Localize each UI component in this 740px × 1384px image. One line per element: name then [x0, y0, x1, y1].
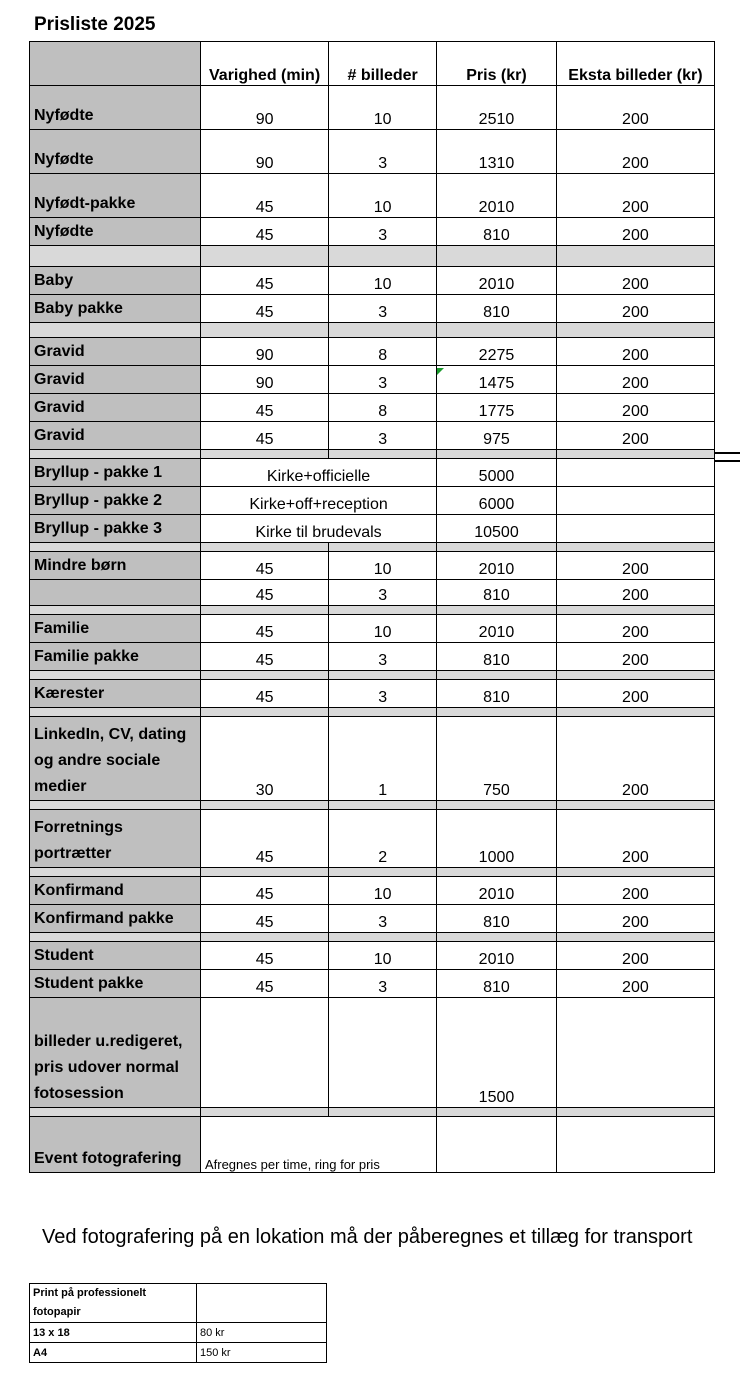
divider [715, 452, 740, 454]
separator-row [30, 708, 715, 717]
print-header-empty [197, 1284, 327, 1323]
row-duration: 90 [200, 86, 328, 130]
row-description: Kirke+off+reception [200, 487, 436, 515]
row-extra-empty [556, 998, 714, 1108]
row-price: 810 [437, 580, 557, 606]
row-extra: 200 [556, 86, 714, 130]
table-row [30, 1323, 327, 1343]
divider [715, 460, 740, 462]
header-count: # billeder [329, 42, 437, 86]
table-row [30, 295, 715, 323]
row-price: 750 [437, 717, 557, 801]
row-label: Familie [30, 615, 201, 643]
header-empty [30, 42, 201, 86]
price-table [29, 41, 715, 1173]
row-extra: 200 [556, 717, 714, 801]
separator-row [30, 606, 715, 615]
row-price: 10500 [437, 515, 557, 543]
header-extra: Eksta billeder (kr) [556, 42, 714, 86]
row-extra: 200 [556, 905, 714, 933]
row-extra: 200 [556, 552, 714, 580]
print-price: 80 kr [197, 1323, 327, 1343]
row-label: Bryllup - pakke 2 [30, 487, 201, 515]
row-extra: 200 [556, 218, 714, 246]
row-duration: 45 [200, 394, 328, 422]
table-row [30, 1343, 327, 1363]
row-duration: 45 [200, 942, 328, 970]
row-duration: 45 [200, 970, 328, 998]
row-duration: 30 [200, 717, 328, 801]
row-extra: 200 [556, 422, 714, 450]
row-count: 3 [329, 295, 437, 323]
row-price: 2010 [437, 267, 557, 295]
row-count: 3 [329, 130, 437, 174]
row-count: 3 [329, 905, 437, 933]
row-duration: 90 [200, 366, 328, 394]
row-count: 8 [329, 338, 437, 366]
row-duration: 45 [200, 680, 328, 708]
row-price: 2010 [437, 174, 557, 218]
row-label: Gravid [30, 422, 201, 450]
row-count: 8 [329, 394, 437, 422]
row-extra: 200 [556, 580, 714, 606]
row-price: 2510 [437, 86, 557, 130]
table-row [30, 970, 715, 998]
table-row [30, 86, 715, 130]
table-row [30, 810, 715, 868]
row-price: 2010 [437, 877, 557, 905]
row-label: Baby [30, 267, 201, 295]
row-label: Bryllup - pakke 1 [30, 459, 201, 487]
row-extra-empty [556, 515, 714, 543]
row-extra: 200 [556, 394, 714, 422]
row-price: 1775 [437, 394, 557, 422]
row-count: 3 [329, 580, 437, 606]
row-label: Gravid [30, 338, 201, 366]
header-duration: Varighed (min) [200, 42, 328, 86]
table-row [30, 130, 715, 174]
separator-row [30, 868, 715, 877]
table-row [30, 717, 715, 801]
row-label: Nyfødt-pakke [30, 174, 201, 218]
row-extra: 200 [556, 338, 714, 366]
print-price-table [29, 1283, 327, 1363]
row-label: Bryllup - pakke 3 [30, 515, 201, 543]
row-price: 1500 [437, 998, 557, 1108]
row-description: Kirke til brudevals [200, 515, 436, 543]
print-header: Print på professionelt fotopapir [30, 1284, 197, 1323]
row-extra: 200 [556, 295, 714, 323]
row-duration: 45 [200, 810, 328, 868]
table-row [30, 218, 715, 246]
row-price: 1310 [437, 130, 557, 174]
row-count: 3 [329, 680, 437, 708]
table-row [30, 643, 715, 671]
table-row [30, 515, 715, 543]
table-row [30, 877, 715, 905]
table-row [30, 680, 715, 708]
row-price: 810 [437, 218, 557, 246]
row-count: 10 [329, 86, 437, 130]
table-row [30, 552, 715, 580]
table-row [30, 905, 715, 933]
row-count: 3 [329, 218, 437, 246]
row-label: Gravid [30, 394, 201, 422]
row-count-empty [329, 998, 437, 1108]
row-duration: 45 [200, 643, 328, 671]
row-label: Student [30, 942, 201, 970]
row-count: 10 [329, 267, 437, 295]
row-duration: 45 [200, 877, 328, 905]
print-size: A4 [30, 1343, 197, 1363]
row-extra-empty [556, 459, 714, 487]
row-duration: 90 [200, 130, 328, 174]
row-extra: 200 [556, 267, 714, 295]
row-price: 975 [437, 422, 557, 450]
row-duration: 45 [200, 218, 328, 246]
row-price: 810 [437, 643, 557, 671]
row-label: Mindre børn [30, 552, 201, 580]
table-row [30, 422, 715, 450]
row-count: 3 [329, 643, 437, 671]
row-label: Student pakke [30, 970, 201, 998]
row-price: 2010 [437, 942, 557, 970]
row-extra: 200 [556, 130, 714, 174]
row-label: Baby pakke [30, 295, 201, 323]
table-row [30, 338, 715, 366]
separator-row [30, 933, 715, 942]
separator-row [30, 246, 715, 267]
row-extra: 200 [556, 680, 714, 708]
separator-row [30, 801, 715, 810]
row-extra: 200 [556, 643, 714, 671]
row-label: Nyfødte [30, 218, 201, 246]
row-label: Familie pakke [30, 643, 201, 671]
row-extra: 200 [556, 615, 714, 643]
row-price: 2010 [437, 615, 557, 643]
table-row [30, 394, 715, 422]
row-count: 2 [329, 810, 437, 868]
row-label: Forretnings portrætter [30, 810, 201, 868]
separator-row [30, 671, 715, 680]
row-label: Nyfødte [30, 86, 201, 130]
row-price: 2275 [437, 338, 557, 366]
row-label [30, 580, 201, 606]
row-extra: 200 [556, 366, 714, 394]
print-size: 13 x 18 [30, 1323, 197, 1343]
header-price: Pris (kr) [437, 42, 557, 86]
row-extra-empty [556, 1117, 714, 1173]
row-label: billeder u.redigeret, pris udover normal fotosession [30, 998, 201, 1108]
table-row [30, 267, 715, 295]
row-count: 3 [329, 970, 437, 998]
row-duration: 45 [200, 615, 328, 643]
transport-note: Ved fotografering på en lokation må der påberegnes et tillæg for transport [42, 1226, 693, 1248]
row-count: 3 [329, 422, 437, 450]
separator-row [30, 323, 715, 338]
separator-row [30, 450, 715, 459]
table-row [30, 366, 715, 394]
table-header-row [30, 42, 715, 86]
row-count: 10 [329, 942, 437, 970]
row-duration: 45 [200, 174, 328, 218]
row-count: 10 [329, 552, 437, 580]
row-label: Nyfødte [30, 130, 201, 174]
row-extra: 200 [556, 810, 714, 868]
table-row [30, 1284, 327, 1323]
row-extra: 200 [556, 942, 714, 970]
row-price: 810 [437, 905, 557, 933]
row-duration: 45 [200, 580, 328, 606]
page-title: Prisliste 2025 [34, 14, 156, 35]
table-row [30, 1117, 715, 1173]
table-row [30, 580, 715, 606]
row-count: 3 [329, 366, 437, 394]
print-price: 150 kr [197, 1343, 327, 1363]
row-label: Konfirmand pakke [30, 905, 201, 933]
table-row [30, 459, 715, 487]
table-row [30, 487, 715, 515]
row-count: 10 [329, 877, 437, 905]
row-duration: 45 [200, 422, 328, 450]
row-price: 6000 [437, 487, 557, 515]
row-label: LinkedIn, CV, dating og andre sociale medier [30, 717, 201, 801]
table-row [30, 942, 715, 970]
row-duration: 45 [200, 905, 328, 933]
row-price: 810 [437, 680, 557, 708]
row-count: 10 [329, 174, 437, 218]
row-label: Kærester [30, 680, 201, 708]
row-duration-empty [200, 998, 328, 1108]
row-extra: 200 [556, 877, 714, 905]
row-price: 1000 [437, 810, 557, 868]
row-price: 810 [437, 970, 557, 998]
row-description: Afregnes per time, ring for pris [200, 1117, 436, 1173]
row-price: 1475 [437, 366, 557, 394]
separator-row [30, 543, 715, 552]
row-price-empty [437, 1117, 557, 1173]
table-row [30, 998, 715, 1108]
table-row [30, 174, 715, 218]
row-label: Event fotografering [30, 1117, 201, 1173]
row-description: Kirke+officielle [200, 459, 436, 487]
row-extra: 200 [556, 174, 714, 218]
row-duration: 45 [200, 267, 328, 295]
comment-marker [437, 368, 444, 375]
row-extra-empty [556, 487, 714, 515]
table-row [30, 615, 715, 643]
row-price: 5000 [437, 459, 557, 487]
row-price: 2010 [437, 552, 557, 580]
row-price: 810 [437, 295, 557, 323]
row-label: Gravid [30, 366, 201, 394]
row-count: 10 [329, 615, 437, 643]
row-label: Konfirmand [30, 877, 201, 905]
row-duration: 90 [200, 338, 328, 366]
row-duration: 45 [200, 295, 328, 323]
separator-row [30, 1108, 715, 1117]
row-extra: 200 [556, 970, 714, 998]
row-count: 1 [329, 717, 437, 801]
row-duration: 45 [200, 552, 328, 580]
